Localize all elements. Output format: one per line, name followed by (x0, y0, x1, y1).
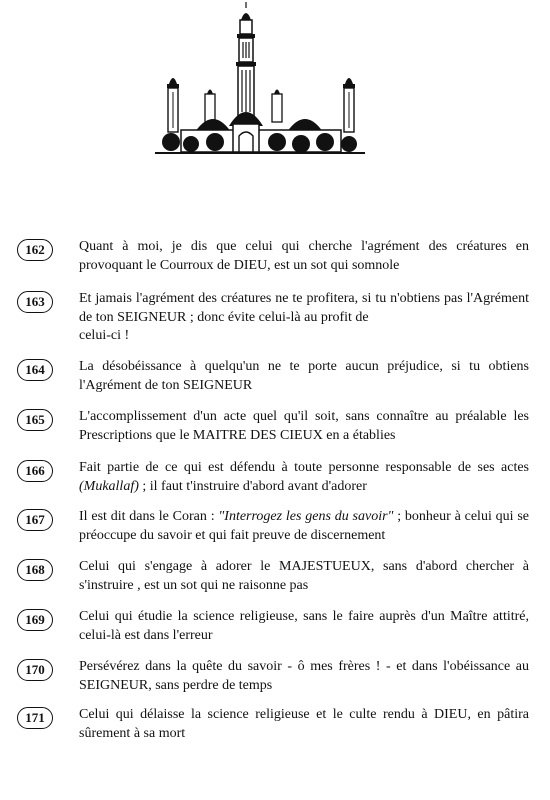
verse-text: Celui qui délaisse la science religieuse et le culte rendu à DIEU, en pâtira sûrement à sa mort (79, 707, 529, 741)
verse-number: 169 (17, 609, 53, 631)
verse-text-tail: celui-ci ! (79, 328, 130, 343)
verse-text: Persévérez dans la quête du savoir - ô mes frères ! - et dans l'obéissance au SEIGNEUR, sans perdre de temps (79, 659, 529, 693)
verse-number: 166 (17, 460, 53, 482)
verse-text (79, 508, 529, 545)
verse-text: La désobéissance à quelqu'un ne te porte aucun préjudice, si tu obtiens l'Agrément de ton SEIGNEUR (79, 359, 529, 393)
verse-text: Quant à moi, je dis que celui qui cherche l'agrément des créatures en provoquant le Courroux de DIEU, est un sot qui somnole (79, 239, 529, 273)
verse-text-main: Et jamais l'agrément des créatures ne te profitera, si tu n'obtiens pas l'Agrément de ton SEIGNEUR ; donc évite celui-là au profit de (79, 291, 529, 325)
verse-number: 171 (17, 707, 53, 729)
verse-text: Celui qui s'engage à adorer le MAJESTUEUX, sans d'abord chercher à s'instruire , est un sot qui ne raisonne pas (79, 559, 529, 593)
verse-number: 163 (17, 291, 53, 313)
verse-text-after: ; il faut t'instruire d'abord avant d'adorer (138, 478, 367, 494)
verse-number: 164 (17, 359, 53, 381)
verse-text-after: ; bonheur à celui qui se préoccupe du savoir et qui fait preuve de discernement (79, 509, 529, 543)
verse-number: 165 (17, 409, 53, 431)
verse-text-before: Il est dit dans le Coran : (79, 509, 219, 524)
mosque-icon (155, 0, 365, 168)
verse-text: Celui qui étudie la science religieuse, sans le faire auprès d'un Maître attitré, celui-là est dans l'erreur (79, 609, 529, 643)
verse-text: L'accomplissement d'un acte quel qu'il soit, sans connaître au préalable les Prescriptions que le MAITRE DES CIEUX en a établies (79, 409, 529, 443)
verse-text-before: Fait partie de ce qui est défendu à toute personne responsable de ses actes (79, 460, 529, 475)
verse-number: 170 (17, 659, 53, 681)
verse-number: 167 (17, 509, 53, 531)
verse-number: 168 (17, 559, 53, 581)
verse-text-italic: "Interrogez les gens du savoir" (218, 509, 394, 524)
verse-text (79, 290, 529, 346)
verse-text-italic: (Mukallaf) (79, 478, 139, 494)
verse-text (79, 459, 529, 496)
verse-number: 162 (17, 239, 53, 261)
